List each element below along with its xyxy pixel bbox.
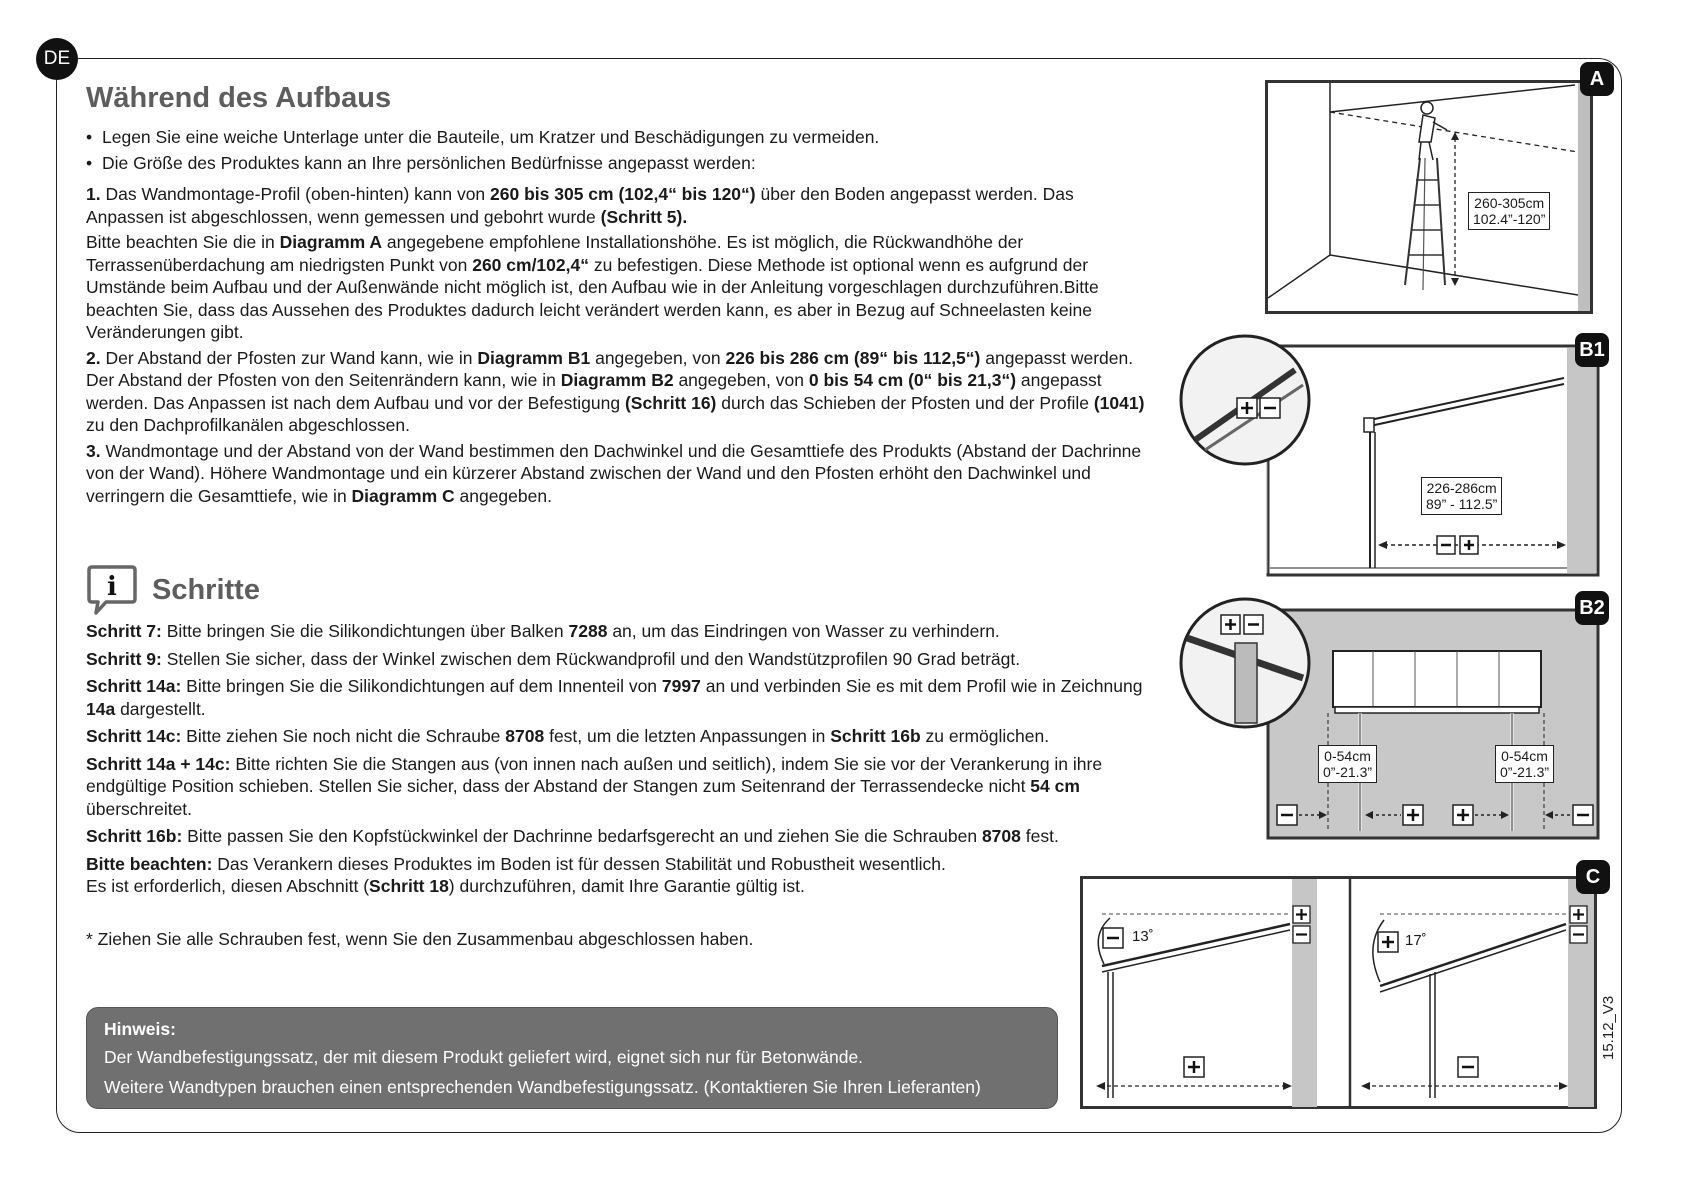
steps-list	[86, 620, 1146, 950]
version-label: 15.12_V3	[1600, 995, 1617, 1060]
step-7: Schritt 7: Bitte bringen Sie die Silikondichtungen über Balken 7288 an, um das Eindringen von Wasser zu verhindern.	[86, 621, 1000, 641]
diagram-c-badge: C	[1576, 860, 1610, 894]
hint-line: Der Wandbefestigungssatz, der mit diesem Produkt geliefert wird, eignet sich nur für Betonwände.	[104, 1047, 864, 1067]
diagram-a	[1265, 67, 1605, 315]
bullet-item: • Legen Sie eine weiche Unterlage unter die Bauteile, um Kratzer und Beschädigungen zu vermeiden.	[86, 124, 1146, 150]
hint-line: Weitere Wandtypen brauchen einen entsprechenden Wandbefestigungssatz. (Kontaktieren Sie Ihren Lieferanten)	[104, 1077, 981, 1097]
section-title: Während des Aufbaus	[86, 82, 392, 114]
diagram-a-badge: A	[1580, 62, 1614, 96]
step-14c: Schritt 14c: Bitte ziehen Sie noch nicht die Schraube 8708 fest, um die letzten Anpassungen in Schritt 16b zu ermöglichen.	[86, 726, 1050, 746]
diagram-b2-badge: B2	[1575, 591, 1609, 625]
during-assembly-section	[86, 78, 1146, 507]
svg-text:i: i	[107, 572, 117, 602]
diagram-a-dimension: 260-305cm 102.4”-120”	[1468, 192, 1550, 230]
diagram-b2-dimension-left: 0-54cm 0”-21.3”	[1318, 745, 1377, 783]
paragraph-2: 2. Der Abstand der Pfosten zur Wand kann, wie in Diagramm B1 angegeben, von 226 bis 286 cm (89“ bis 112,5“) angepasst werden. Der Abstand der Pfosten von den Seitenrändern kann, wie in Diagramm B2 angegeben, von 0 bis 54 cm (0“ bis 21,3“) angepasst werden. Das Anpassen ist nach dem Aufbau und vor der Befestigung (Schritt 16) durch das Schieben der Pfosten und der Profile (1041) zu den Dachprofilkanälen abgeschlossen.	[86, 347, 1145, 435]
diagram-c-drawing	[1080, 876, 1600, 1111]
paragraph-3: 3. Wandmontage und der Abstand von der Wand bestimmen den Dachwinkel und die Gesamttiefe des Produkts (Abstand der Dachrinne von der Wand). Höhere Wandmontage und ein kürzerer Abstand zwischen der Wand und den Pfosten erhöht den Dachwinkel und verringern die Gesamttiefe, wie in Diagramm C angegeben.	[86, 440, 1142, 506]
diagram-b1-badge: B1	[1575, 333, 1609, 367]
diagram-b2-drawing	[1175, 593, 1605, 843]
diagram-c	[1080, 865, 1601, 1111]
info-icon	[86, 563, 138, 617]
diagram-b1	[1175, 330, 1605, 580]
diagram-b1-drawing	[1175, 330, 1605, 580]
angle-left: 13˚	[1132, 928, 1154, 945]
bullet-item: • Die Größe des Produktes kann an Ihre persönlichen Bedürfnisse angepasst werden:	[86, 150, 1146, 176]
paragraph-1b: Bitte beachten Sie die in Diagramm A angegebene empfohlene Installationshöhe. Es ist möglich, die Rückwandhöhe der Terrassenüberdachung am niedrigsten Punkt von 260 cm/102,4“ zu befestigen. Diese Methode ist optional wenn es aufgrund der Umstände beim Aufbau und der Außenwände nicht möglich ist, den Aufbau wie in der Anleitung vorgeschlagen durchzuführen.Bitte beachten Sie, dass das Aussehen des Produktes dadurch leicht verändert werden kann, es aber in Bezug auf Schneelasten keine Veränderungen gibt.	[86, 232, 1099, 342]
diagram-b2	[1175, 593, 1605, 843]
steps-title: Schritte	[152, 573, 260, 606]
step-14a: Schritt 14a: Bitte bringen Sie die Silikondichtungen auf dem Innenteil von 7997 an und verbinden Sie es mit dem Profil wie in Zeichnung 14a dargestellt.	[86, 676, 1143, 719]
paragraph-1: 1. Das Wandmontage-Profil (oben-hinten) kann von 260 bis 305 cm (102,4“ bis 120“) über den Boden angepasst werden. Das Anpassen ist abgeschlossen, wenn gemessen und gebohrt wurde (Schritt 5).	[86, 184, 1074, 227]
step-9: Schritt 9: Stellen Sie sicher, dass der Winkel zwischen dem Rückwandprofil und den Wandstützprofilen 90 Grad beträgt.	[86, 648, 1021, 669]
diagram-b2-dimension-right: 0-54cm 0”-21.3”	[1495, 745, 1554, 783]
hint-title: Hinweis:	[104, 1019, 176, 1039]
language-badge: DE	[36, 38, 78, 80]
diagram-b1-dimension: 226-286cm 89” - 112.5”	[1421, 477, 1502, 515]
final-note: * Ziehen Sie alle Schrauben fest, wenn Sie den Zusammenbau abgeschlossen haben.	[86, 928, 754, 949]
step-14a-14c: Schritt 14a + 14c: Bitte richten Sie die Stangen aus (von innen nach außen und seitlich), indem Sie sie vor der Verankerung in ihre endgültige Position schieben. Stellen Sie sicher, dass der Abstand der Stangen zum Seitenrand der Terrassendecke nicht 54 cm überschreitet.	[86, 753, 1103, 819]
anchoring-note: Bitte beachten: Das Verankern dieses Produktes im Boden ist für dessen Stabilität und Robustheit wesentlich. Es ist erforderlich, diesen Abschnitt (Schritt 18) durchzuführen, damit Ihre Garantie gültig ist.	[86, 853, 946, 896]
angle-right: 17˚	[1405, 932, 1427, 949]
steps-heading	[86, 562, 260, 618]
step-16b: Schritt 16b: Bitte passen Sie den Kopfstückwinkel der Dachrinne bedarfsgerecht an und ziehen Sie die Schrauben 8708 fest.	[86, 826, 1059, 846]
hint-box	[86, 1007, 1058, 1109]
